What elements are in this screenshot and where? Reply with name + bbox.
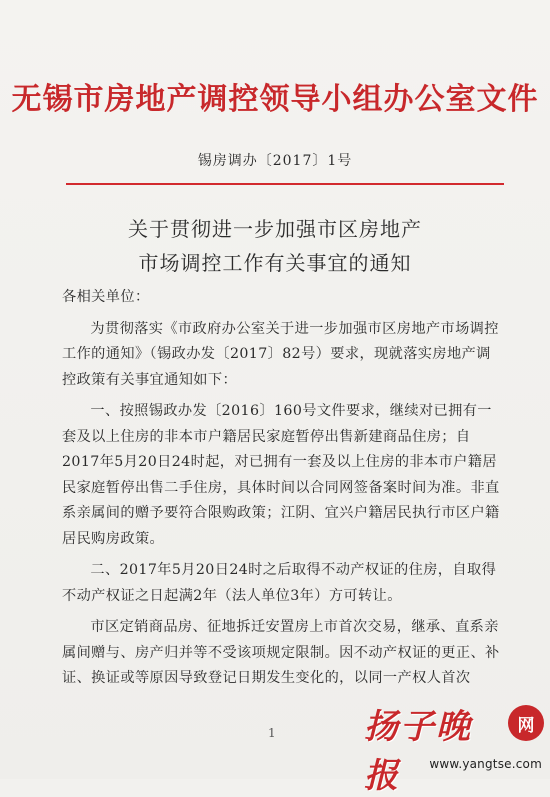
issuer-header-title: 无锡市房地产调控领导小组办公室文件 xyxy=(11,82,539,117)
notice-title xyxy=(0,212,550,280)
notice-body xyxy=(62,285,502,692)
watermark-url: www.yangtse.com xyxy=(429,757,542,771)
watermark-badge-icon: 网 xyxy=(508,705,544,741)
notice-title-line1: 关于贯彻进一步加强市区房地产 xyxy=(128,217,422,241)
paragraph-exemptions: 市区定销商品房、征地拆迁安置房上市首次交易，继承、直系亲属间赠与、房产归并等不受该项规定限制。因不动产权证的更正、补证、换证或等原因导致登记日期发生变化的，以同一产权人首次 xyxy=(62,619,500,686)
paragraph-item-2: 二、2017年5月20日24时之后取得不动产权证的住房，自取得不动产权证之日起满2年（法人单位3年）方可转让。 xyxy=(62,562,497,604)
yangtse-watermark xyxy=(364,699,544,796)
red-divider-line xyxy=(66,183,504,185)
notice-title-line2: 市场调控工作有关事宜的通知 xyxy=(138,251,412,275)
watermark-brand: 扬子晚报 xyxy=(364,707,472,796)
paragraph-item-1: 一、按照锡政办发〔2016〕160号文件要求，继续对已拥有一套及以上住房的非本市户籍居民家庭暂停出售新建商品住房；自2017年5月20日24时起，对已拥有一套及以上住房的非本市户籍居民家庭暂停出售二手住房，具体时间以合同网签备案时间为准。非直系亲属间的赠予要符合限购政策；江阴、宜兴户籍居民执行市区户籍居民购房政策。 xyxy=(62,403,500,547)
paragraph-intro: 为贯彻落实《市政府办公室关于进一步加强市区房地产市场调控工作的通知》（锡政办发〔2017〕82号）要求，现就落实房地产调控政策有关事宜通知如下： xyxy=(62,320,499,388)
page-number: 1 xyxy=(268,726,276,740)
salutation: 各相关单位： xyxy=(62,289,150,305)
document-number: 锡房调办〔2017〕1号 xyxy=(197,153,353,169)
